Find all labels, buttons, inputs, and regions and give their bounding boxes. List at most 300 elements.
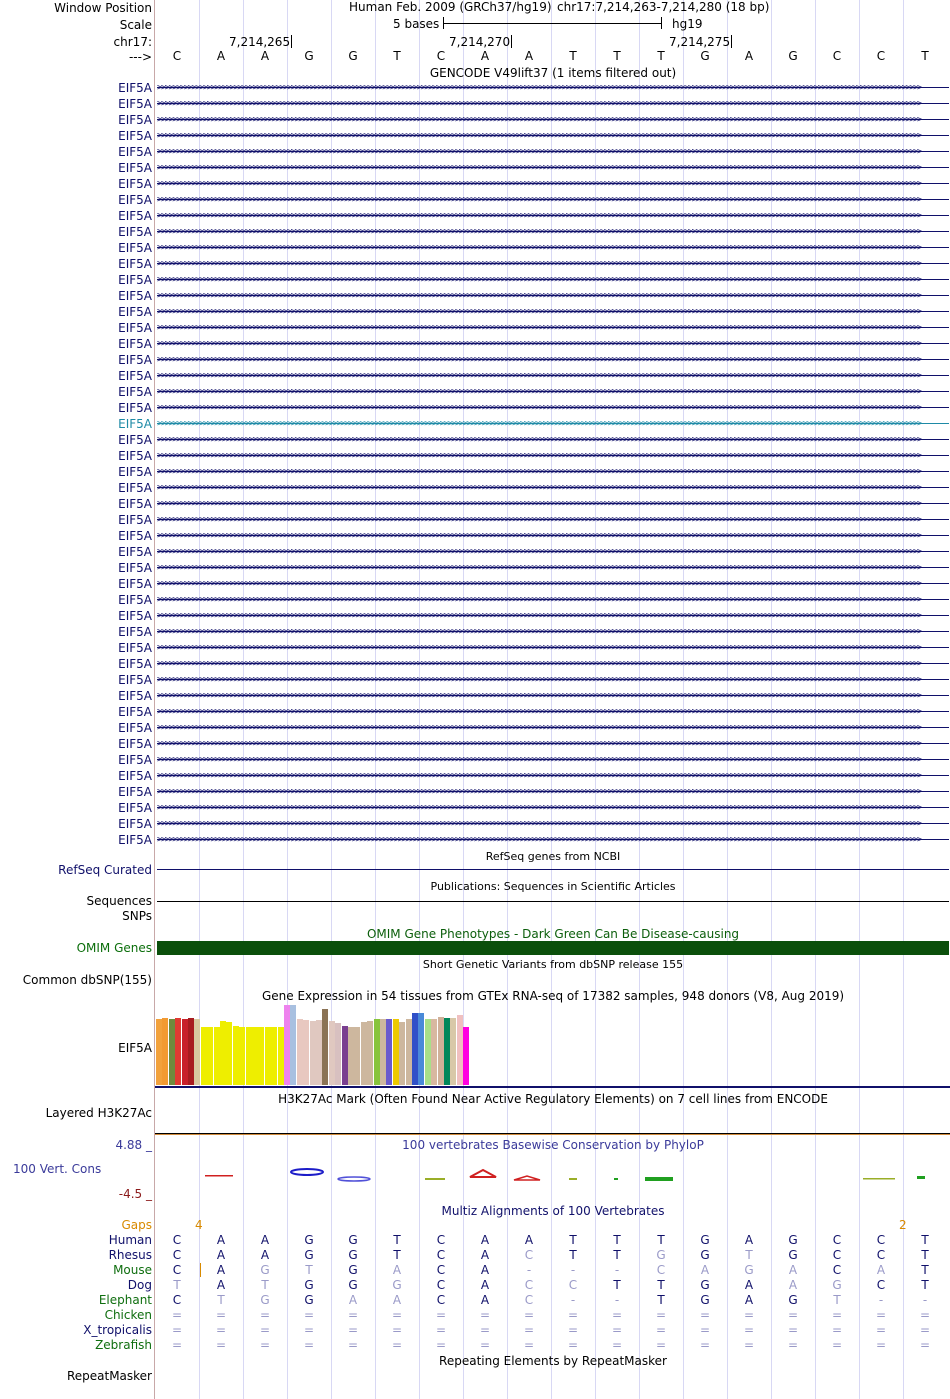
strand-chevrons: >>>>>>>>>>>>>>>>>>>>>>>>>>>>>>>>>>>>>>>>>>>>>>>>>>>>>>>>>>>>>>>>>>>>>>>>>>>>>>>>>>>>>>>>>>>>>>>>>>>>>>>>>>>>>>>>>>>>>>>>>>>>>>>>>>>>>>>>>>>>>>>>>>>>>>>>>>>>>>>>>>>>>>>>>>>>>>>>>>>>>>>>>>>>>>>>>>>>>>>> [157, 323, 921, 333]
gencode-gene-label[interactable]: EIF5A [118, 353, 152, 367]
gtex-tissue-bar[interactable] [425, 1019, 431, 1085]
gencode-transcript[interactable] [157, 193, 949, 207]
gencode-gene-label[interactable]: EIF5A [118, 817, 152, 831]
aligned-base: A [524, 1233, 534, 1247]
gtex-tissue-bar[interactable] [374, 1019, 380, 1085]
gtex-tissue-bar[interactable] [348, 1027, 354, 1085]
gencode-transcript[interactable] [157, 305, 949, 319]
gaps-label[interactable]: Gaps [121, 1218, 152, 1232]
gencode-transcript[interactable] [157, 225, 949, 239]
label-separator [154, 0, 155, 1399]
gtex-tissue-bar[interactable] [380, 1019, 386, 1085]
gencode-transcript[interactable] [157, 385, 949, 399]
base-letter: A [260, 49, 270, 63]
gencode-transcript[interactable] [157, 449, 949, 463]
gtex-tissue-bar[interactable] [156, 1019, 162, 1085]
gencode-transcript[interactable] [157, 433, 949, 447]
gencode-gene-label[interactable]: EIF5A [118, 785, 152, 799]
gtex-tissue-bar[interactable] [290, 1005, 296, 1085]
gencode-transcript[interactable] [157, 705, 949, 719]
gencode-transcript[interactable] [157, 785, 949, 799]
aligned-base: T [613, 1248, 621, 1262]
gtex-tissue-bar[interactable] [367, 1021, 373, 1085]
strand-chevrons: >>>>>>>>>>>>>>>>>>>>>>>>>>>>>>>>>>>>>>>>>>>>>>>>>>>>>>>>>>>>>>>>>>>>>>>>>>>>>>>>>>>>>>>>>>>>>>>>>>>>>>>>>>>>>>>>>>>>>>>>>>>>>>>>>>>>>>>>>>>>>>>>>>>>>>>>>>>>>>>>>>>>>>>>>>>>>>>>>>>>>>>>>>>>>>>>>>>>>>>> [157, 83, 921, 93]
strand-chevrons: >>>>>>>>>>>>>>>>>>>>>>>>>>>>>>>>>>>>>>>>>>>>>>>>>>>>>>>>>>>>>>>>>>>>>>>>>>>>>>>>>>>>>>>>>>>>>>>>>>>>>>>>>>>>>>>>>>>>>>>>>>>>>>>>>>>>>>>>>>>>>>>>>>>>>>>>>>>>>>>>>>>>>>>>>>>>>>>>>>>>>>>>>>>>>>>>>>>>>>>> [157, 227, 921, 237]
strand-chevrons: >>>>>>>>>>>>>>>>>>>>>>>>>>>>>>>>>>>>>>>>>>>>>>>>>>>>>>>>>>>>>>>>>>>>>>>>>>>>>>>>>>>>>>>>>>>>>>>>>>>>>>>>>>>>>>>>>>>>>>>>>>>>>>>>>>>>>>>>>>>>>>>>>>>>>>>>>>>>>>>>>>>>>>>>>>>>>>>>>>>>>>>>>>>>>>>>>>>>>>>> [157, 243, 921, 253]
strand-chevrons: >>>>>>>>>>>>>>>>>>>>>>>>>>>>>>>>>>>>>>>>>>>>>>>>>>>>>>>>>>>>>>>>>>>>>>>>>>>>>>>>>>>>>>>>>>>>>>>>>>>>>>>>>>>>>>>>>>>>>>>>>>>>>>>>>>>>>>>>>>>>>>>>>>>>>>>>>>>>>>>>>>>>>>>>>>>>>>>>>>>>>>>>>>>>>>>>>>>>>>>> [157, 163, 921, 173]
aligned-base: T [921, 1278, 929, 1292]
gtex-tissue-bar[interactable] [201, 1027, 207, 1085]
gtex-tissue-bar[interactable] [444, 1018, 450, 1085]
gencode-gene-label[interactable]: EIF5A [118, 721, 152, 735]
base-letter: G [788, 49, 798, 63]
gencode-gene-label[interactable]: EIF5A [118, 449, 152, 463]
phylop-mark-a2 [470, 1170, 496, 1177]
refseq-track-label[interactable]: RefSeq Curated [58, 863, 152, 877]
aligned-base: C [568, 1278, 578, 1292]
gencode-transcript[interactable] [157, 209, 949, 223]
gtex-tissue-bar[interactable] [169, 1019, 175, 1085]
gencode-gene-label[interactable]: EIF5A [118, 273, 152, 287]
gtex-tissue-bar[interactable] [297, 1019, 303, 1085]
gtex-tissue-bar[interactable] [418, 1013, 424, 1085]
gencode-gene-label[interactable]: EIF5A [118, 113, 152, 127]
gencode-transcript[interactable] [157, 129, 949, 143]
gencode-transcript[interactable] [157, 145, 949, 159]
strand-chevrons: >>>>>>>>>>>>>>>>>>>>>>>>>>>>>>>>>>>>>>>>>>>>>>>>>>>>>>>>>>>>>>>>>>>>>>>>>>>>>>>>>>>>>>>>>>>>>>>>>>>>>>>>>>>>>>>>>>>>>>>>>>>>>>>>>>>>>>>>>>>>>>>>>>>>>>>>>>>>>>>>>>>>>>>>>>>>>>>>>>>>>>>>>>>>>>>>>>>>>>>> [157, 371, 921, 381]
base-letter: C [436, 49, 446, 63]
aligned-base: A [392, 1293, 402, 1307]
strand-chevrons: >>>>>>>>>>>>>>>>>>>>>>>>>>>>>>>>>>>>>>>>>>>>>>>>>>>>>>>>>>>>>>>>>>>>>>>>>>>>>>>>>>>>>>>>>>>>>>>>>>>>>>>>>>>>>>>>>>>>>>>>>>>>>>>>>>>>>>>>>>>>>>>>>>>>>>>>>>>>>>>>>>>>>>>>>>>>>>>>>>>>>>>>>>>>>>>>>>>>>>>> [157, 643, 921, 653]
gencode-gene-label[interactable]: EIF5A [118, 369, 152, 383]
strand-chevrons: >>>>>>>>>>>>>>>>>>>>>>>>>>>>>>>>>>>>>>>>>>>>>>>>>>>>>>>>>>>>>>>>>>>>>>>>>>>>>>>>>>>>>>>>>>>>>>>>>>>>>>>>>>>>>>>>>>>>>>>>>>>>>>>>>>>>>>>>>>>>>>>>>>>>>>>>>>>>>>>>>>>>>>>>>>>>>>>>>>>>>>>>>>>>>>>>>>>>>>>> [157, 355, 921, 365]
gtex-tissue-bar[interactable] [406, 1019, 412, 1085]
aligned-base: T [657, 1233, 665, 1247]
base-letter: A [524, 49, 534, 63]
aligned-base: T [173, 1278, 181, 1292]
strand-chevrons: >>>>>>>>>>>>>>>>>>>>>>>>>>>>>>>>>>>>>>>>>>>>>>>>>>>>>>>>>>>>>>>>>>>>>>>>>>>>>>>>>>>>>>>>>>>>>>>>>>>>>>>>>>>>>>>>>>>>>>>>>>>>>>>>>>>>>>>>>>>>>>>>>>>>>>>>>>>>>>>>>>>>>>>>>>>>>>>>>>>>>>>>>>>>>>>>>>>>>>>> [157, 835, 921, 845]
gencode-transcript[interactable] [157, 401, 949, 415]
gtex-tissue-bar[interactable] [194, 1019, 200, 1085]
aligned-base: T [833, 1293, 841, 1307]
gencode-gene-label[interactable]: EIF5A [118, 145, 152, 159]
gtex-tissue-bar[interactable] [412, 1013, 418, 1085]
gtex-tissue-bar[interactable] [233, 1026, 239, 1085]
gencode-gene-label[interactable]: EIF5A [118, 609, 152, 623]
gtex-tissue-bar[interactable] [438, 1017, 444, 1085]
gtex-tissue-bar[interactable] [220, 1021, 226, 1085]
aligned-base: - [922, 1293, 928, 1307]
phylop-mark-c1 [425, 1178, 445, 1180]
h3k27ac-track-label[interactable]: Layered H3K27Ac [45, 1106, 152, 1120]
gencode-gene-label[interactable]: EIF5A [118, 801, 152, 815]
aligned-base: - [526, 1263, 532, 1277]
aligned-base: A [392, 1263, 402, 1277]
gencode-gene-label[interactable]: EIF5A [118, 417, 152, 431]
base-letter: T [393, 49, 401, 63]
gencode-gene-label[interactable]: EIF5A [118, 177, 152, 191]
aligned-base: A [788, 1278, 798, 1292]
gtex-tissue-bar[interactable] [329, 1021, 335, 1085]
gencode-gene-label[interactable]: EIF5A [118, 289, 152, 303]
aligned-base: G [348, 1278, 358, 1292]
strand-chevrons: >>>>>>>>>>>>>>>>>>>>>>>>>>>>>>>>>>>>>>>>>>>>>>>>>>>>>>>>>>>>>>>>>>>>>>>>>>>>>>>>>>>>>>>>>>>>>>>>>>>>>>>>>>>>>>>>>>>>>>>>>>>>>>>>>>>>>>>>>>>>>>>>>>>>>>>>>>>>>>>>>>>>>>>>>>>>>>>>>>>>>>>>>>>>>>>>>>>>>>>> [157, 131, 921, 141]
gencode-transcript[interactable] [157, 289, 949, 303]
aligned-base: = [611, 1323, 623, 1337]
aligned-base: = [215, 1308, 227, 1322]
gtex-tissue-bar[interactable] [457, 1015, 463, 1085]
gencode-transcript[interactable] [157, 529, 949, 543]
base-letter: G [348, 49, 358, 63]
gencode-gene-label[interactable]: EIF5A [118, 241, 152, 255]
gtex-tissue-bar[interactable] [188, 1018, 194, 1085]
aligned-base: C [172, 1263, 182, 1277]
omim-feature-bar[interactable] [157, 941, 949, 955]
strand-chevrons: >>>>>>>>>>>>>>>>>>>>>>>>>>>>>>>>>>>>>>>>>>>>>>>>>>>>>>>>>>>>>>>>>>>>>>>>>>>>>>>>>>>>>>>>>>>>>>>>>>>>>>>>>>>>>>>>>>>>>>>>>>>>>>>>>>>>>>>>>>>>>>>>>>>>>>>>>>>>>>>>>>>>>>>>>>>>>>>>>>>>>>>>>>>>>>>>>>>>>>>> [157, 627, 921, 637]
aligned-base: = [699, 1323, 711, 1337]
gtex-tissue-bar[interactable] [182, 1019, 188, 1085]
gtex-tissue-bar[interactable] [246, 1027, 252, 1085]
gtex-tissue-bar[interactable] [303, 1020, 309, 1085]
species-label[interactable]: Mouse [113, 1263, 152, 1277]
gtex-tissue-bar[interactable] [284, 1005, 290, 1085]
aligned-base: C [832, 1233, 842, 1247]
aligned-base: = [611, 1308, 623, 1322]
gencode-transcript[interactable] [157, 497, 949, 511]
base-letter: T [921, 49, 929, 63]
gencode-transcript[interactable] [157, 545, 949, 559]
gencode-gene-label[interactable]: EIF5A [118, 737, 152, 751]
aligned-base: T [613, 1233, 621, 1247]
gtex-tissue-bar[interactable] [450, 1018, 456, 1085]
strand-chevrons: >>>>>>>>>>>>>>>>>>>>>>>>>>>>>>>>>>>>>>>>>>>>>>>>>>>>>>>>>>>>>>>>>>>>>>>>>>>>>>>>>>>>>>>>>>>>>>>>>>>>>>>>>>>>>>>>>>>>>>>>>>>>>>>>>>>>>>>>>>>>>>>>>>>>>>>>>>>>>>>>>>>>>>>>>>>>>>>>>>>>>>>>>>>>>>>>>>>>>>>> [157, 259, 921, 269]
gencode-transcript[interactable] [157, 273, 949, 287]
strand-chevrons: >>>>>>>>>>>>>>>>>>>>>>>>>>>>>>>>>>>>>>>>>>>>>>>>>>>>>>>>>>>>>>>>>>>>>>>>>>>>>>>>>>>>>>>>>>>>>>>>>>>>>>>>>>>>>>>>>>>>>>>>>>>>>>>>>>>>>>>>>>>>>>>>>>>>>>>>>>>>>>>>>>>>>>>>>>>>>>>>>>>>>>>>>>>>>>>>>>>>>>>> [157, 291, 921, 301]
aligned-base: = [567, 1308, 579, 1322]
omim-track-label[interactable]: OMIM Genes [76, 941, 152, 955]
gencode-transcript[interactable] [157, 81, 949, 95]
gencode-gene-label[interactable]: EIF5A [118, 433, 152, 447]
aligned-base: = [743, 1323, 755, 1337]
strand-chevrons: >>>>>>>>>>>>>>>>>>>>>>>>>>>>>>>>>>>>>>>>>>>>>>>>>>>>>>>>>>>>>>>>>>>>>>>>>>>>>>>>>>>>>>>>>>>>>>>>>>>>>>>>>>>>>>>>>>>>>>>>>>>>>>>>>>>>>>>>>>>>>>>>>>>>>>>>>>>>>>>>>>>>>>>>>>>>>>>>>>>>>>>>>>>>>>>>>>>>>>>> [157, 611, 921, 621]
aligned-base: G [832, 1278, 842, 1292]
aligned-base: T [393, 1233, 401, 1247]
base-letter: G [700, 49, 710, 63]
gencode-gene-label[interactable]: EIF5A [118, 161, 152, 175]
gencode-gene-label[interactable]: EIF5A [118, 337, 152, 351]
gtex-tissue-bar[interactable] [214, 1027, 220, 1085]
strand-chevrons: >>>>>>>>>>>>>>>>>>>>>>>>>>>>>>>>>>>>>>>>>>>>>>>>>>>>>>>>>>>>>>>>>>>>>>>>>>>>>>>>>>>>>>>>>>>>>>>>>>>>>>>>>>>>>>>>>>>>>>>>>>>>>>>>>>>>>>>>>>>>>>>>>>>>>>>>>>>>>>>>>>>>>>>>>>>>>>>>>>>>>>>>>>>>>>>>>>>>>>>> [157, 787, 921, 797]
aligned-base: A [788, 1263, 798, 1277]
gencode-gene-label[interactable]: EIF5A [118, 481, 152, 495]
gencode-gene-label[interactable]: EIF5A [118, 833, 152, 847]
gencode-transcript[interactable] [157, 753, 949, 767]
gencode-gene-label[interactable]: EIF5A [118, 545, 152, 559]
aligned-base: A [260, 1248, 270, 1262]
aligned-base: A [480, 1293, 490, 1307]
gtex-tissue-bar[interactable] [258, 1027, 264, 1085]
gencode-gene-label[interactable]: EIF5A [118, 81, 152, 95]
gencode-gene-label[interactable]: EIF5A [118, 529, 152, 543]
aligned-base: = [523, 1308, 535, 1322]
species-label[interactable]: Dog [127, 1278, 152, 1292]
gencode-gene-label[interactable]: EIF5A [118, 641, 152, 655]
aligned-base: = [875, 1323, 887, 1337]
gtex-tissue-bar[interactable] [322, 1009, 328, 1085]
aligned-base: A [216, 1248, 226, 1262]
gtex-tissue-bar[interactable] [393, 1019, 399, 1085]
aligned-base: A [480, 1278, 490, 1292]
strand-chevrons: >>>>>>>>>>>>>>>>>>>>>>>>>>>>>>>>>>>>>>>>>>>>>>>>>>>>>>>>>>>>>>>>>>>>>>>>>>>>>>>>>>>>>>>>>>>>>>>>>>>>>>>>>>>>>>>>>>>>>>>>>>>>>>>>>>>>>>>>>>>>>>>>>>>>>>>>>>>>>>>>>>>>>>>>>>>>>>>>>>>>>>>>>>>>>>>>>>>>>>>> [157, 483, 921, 493]
gtex-tissue-bar[interactable] [239, 1027, 245, 1085]
gencode-gene-label[interactable]: EIF5A [118, 129, 152, 143]
strand-chevrons: >>>>>>>>>>>>>>>>>>>>>>>>>>>>>>>>>>>>>>>>>>>>>>>>>>>>>>>>>>>>>>>>>>>>>>>>>>>>>>>>>>>>>>>>>>>>>>>>>>>>>>>>>>>>>>>>>>>>>>>>>>>>>>>>>>>>>>>>>>>>>>>>>>>>>>>>>>>>>>>>>>>>>>>>>>>>>>>>>>>>>>>>>>>>>>>>>>>>>>>> [157, 419, 921, 429]
gencode-transcript[interactable] [157, 801, 949, 815]
gencode-gene-label[interactable]: EIF5A [118, 257, 152, 271]
species-label[interactable]: Rhesus [108, 1248, 152, 1262]
gencode-gene-label[interactable]: EIF5A [118, 225, 152, 239]
phylop-mark-a3 [514, 1176, 540, 1180]
strand-chevrons: >>>>>>>>>>>>>>>>>>>>>>>>>>>>>>>>>>>>>>>>>>>>>>>>>>>>>>>>>>>>>>>>>>>>>>>>>>>>>>>>>>>>>>>>>>>>>>>>>>>>>>>>>>>>>>>>>>>>>>>>>>>>>>>>>>>>>>>>>>>>>>>>>>>>>>>>>>>>>>>>>>>>>>>>>>>>>>>>>>>>>>>>>>>>>>>>>>>>>>>> [157, 499, 921, 509]
strand-chevrons: >>>>>>>>>>>>>>>>>>>>>>>>>>>>>>>>>>>>>>>>>>>>>>>>>>>>>>>>>>>>>>>>>>>>>>>>>>>>>>>>>>>>>>>>>>>>>>>>>>>>>>>>>>>>>>>>>>>>>>>>>>>>>>>>>>>>>>>>>>>>>>>>>>>>>>>>>>>>>>>>>>>>>>>>>>>>>>>>>>>>>>>>>>>>>>>>>>>>>>>> [157, 339, 921, 349]
strand-chevrons: >>>>>>>>>>>>>>>>>>>>>>>>>>>>>>>>>>>>>>>>>>>>>>>>>>>>>>>>>>>>>>>>>>>>>>>>>>>>>>>>>>>>>>>>>>>>>>>>>>>>>>>>>>>>>>>>>>>>>>>>>>>>>>>>>>>>>>>>>>>>>>>>>>>>>>>>>>>>>>>>>>>>>>>>>>>>>>>>>>>>>>>>>>>>>>>>>>>>>>>> [157, 211, 921, 221]
aligned-base: C [832, 1248, 842, 1262]
gtex-tissue-bar[interactable] [335, 1023, 341, 1085]
species-label[interactable]: Zebrafish [95, 1338, 152, 1352]
mouse-gap-marker [200, 1263, 201, 1277]
gencode-transcript[interactable] [157, 465, 949, 479]
gencode-transcript[interactable] [157, 257, 949, 271]
strand-chevrons: >>>>>>>>>>>>>>>>>>>>>>>>>>>>>>>>>>>>>>>>>>>>>>>>>>>>>>>>>>>>>>>>>>>>>>>>>>>>>>>>>>>>>>>>>>>>>>>>>>>>>>>>>>>>>>>>>>>>>>>>>>>>>>>>>>>>>>>>>>>>>>>>>>>>>>>>>>>>>>>>>>>>>>>>>>>>>>>>>>>>>>>>>>>>>>>>>>>>>>>> [157, 819, 921, 829]
gencode-gene-label[interactable]: EIF5A [118, 705, 152, 719]
gtex-tissue-bar[interactable] [431, 1019, 437, 1085]
gtex-tissue-bar[interactable] [316, 1020, 322, 1085]
gap-count: 2 [899, 1218, 907, 1232]
strand-chevrons: >>>>>>>>>>>>>>>>>>>>>>>>>>>>>>>>>>>>>>>>>>>>>>>>>>>>>>>>>>>>>>>>>>>>>>>>>>>>>>>>>>>>>>>>>>>>>>>>>>>>>>>>>>>>>>>>>>>>>>>>>>>>>>>>>>>>>>>>>>>>>>>>>>>>>>>>>>>>>>>>>>>>>>>>>>>>>>>>>>>>>>>>>>>>>>>>>>>>>>>> [157, 275, 921, 285]
gencode-gene-label[interactable]: EIF5A [118, 497, 152, 511]
repeatmasker-track-label[interactable]: RepeatMasker [66, 1369, 152, 1383]
gtex-tissue-bar[interactable] [252, 1027, 258, 1085]
gencode-gene-label[interactable]: EIF5A [118, 305, 152, 319]
gtex-tissue-bar[interactable] [175, 1018, 181, 1085]
aligned-base: = [435, 1323, 447, 1337]
gtex-tissue-bar[interactable] [226, 1022, 232, 1085]
aligned-base: G [700, 1248, 710, 1262]
gencode-gene-label[interactable]: EIF5A [118, 657, 152, 671]
strand-chevrons: >>>>>>>>>>>>>>>>>>>>>>>>>>>>>>>>>>>>>>>>>>>>>>>>>>>>>>>>>>>>>>>>>>>>>>>>>>>>>>>>>>>>>>>>>>>>>>>>>>>>>>>>>>>>>>>>>>>>>>>>>>>>>>>>>>>>>>>>>>>>>>>>>>>>>>>>>>>>>>>>>>>>>>>>>>>>>>>>>>>>>>>>>>>>>>>>>>>>>>>> [157, 115, 921, 125]
aligned-base: A [348, 1293, 358, 1307]
base-letter: T [657, 49, 665, 63]
gencode-gene-label[interactable]: EIF5A [118, 577, 152, 591]
aligned-base: C [876, 1278, 886, 1292]
aligned-base: = [699, 1338, 711, 1352]
gencode-transcript[interactable] [157, 657, 949, 671]
strand-chevrons: >>>>>>>>>>>>>>>>>>>>>>>>>>>>>>>>>>>>>>>>>>>>>>>>>>>>>>>>>>>>>>>>>>>>>>>>>>>>>>>>>>>>>>>>>>>>>>>>>>>>>>>>>>>>>>>>>>>>>>>>>>>>>>>>>>>>>>>>>>>>>>>>>>>>>>>>>>>>>>>>>>>>>>>>>>>>>>>>>>>>>>>>>>>>>>>>>>>>>>>> [157, 723, 921, 733]
chrom-label[interactable]: chr17: [113, 35, 152, 49]
gencode-transcript[interactable] [157, 609, 949, 623]
gencode-transcript[interactable] [157, 241, 949, 255]
aligned-base: = [215, 1338, 227, 1352]
aligned-base: = [611, 1338, 623, 1352]
aligned-base: - [570, 1293, 576, 1307]
aligned-base: = [435, 1338, 447, 1352]
gencode-transcript[interactable] [157, 689, 949, 703]
dbsnp-track-label[interactable]: Common dbSNP(155) [22, 973, 152, 987]
gtex-tissue-bar[interactable] [361, 1022, 367, 1085]
aligned-base: = [171, 1323, 183, 1337]
species-label[interactable]: X_tropicalis [83, 1323, 152, 1337]
gencode-gene-label[interactable]: EIF5A [118, 769, 152, 783]
base-letter: C [876, 49, 886, 63]
gtex-tissue-bar[interactable] [271, 1027, 277, 1085]
aligned-base: A [216, 1278, 226, 1292]
aligned-base: = [743, 1308, 755, 1322]
species-label[interactable]: Chicken [104, 1308, 152, 1322]
gencode-transcript[interactable] [157, 97, 949, 111]
strand-chevrons: >>>>>>>>>>>>>>>>>>>>>>>>>>>>>>>>>>>>>>>>>>>>>>>>>>>>>>>>>>>>>>>>>>>>>>>>>>>>>>>>>>>>>>>>>>>>>>>>>>>>>>>>>>>>>>>>>>>>>>>>>>>>>>>>>>>>>>>>>>>>>>>>>>>>>>>>>>>>>>>>>>>>>>>>>>>>>>>>>>>>>>>>>>>>>>>>>>>>>>>> [157, 579, 921, 589]
gencode-transcript[interactable] [157, 817, 949, 831]
aligned-base: - [614, 1293, 620, 1307]
gtex-tissue-bar[interactable] [310, 1021, 316, 1085]
phylop-mark-a1 [205, 1175, 233, 1177]
gencode-gene-label[interactable]: EIF5A [118, 193, 152, 207]
publications-label[interactable]: Sequences [86, 894, 152, 908]
phylop-track-label[interactable]: 100 Vert. Cons [13, 1162, 102, 1176]
aligned-base: = [479, 1308, 491, 1322]
aligned-base: G [304, 1293, 314, 1307]
species-label[interactable]: Elephant [98, 1293, 152, 1307]
gencode-gene-label[interactable]: EIF5A [118, 689, 152, 703]
gencode-gene-label[interactable]: EIF5A [118, 625, 152, 639]
aligned-base: = [787, 1323, 799, 1337]
aligned-base: A [216, 1233, 226, 1247]
aligned-base: G [260, 1293, 270, 1307]
base-letter: G [304, 49, 314, 63]
gencode-transcript[interactable] [157, 369, 949, 383]
gtex-tissue-bar[interactable] [162, 1018, 168, 1085]
gencode-transcript[interactable] [157, 625, 949, 639]
strand-chevrons: >>>>>>>>>>>>>>>>>>>>>>>>>>>>>>>>>>>>>>>>>>>>>>>>>>>>>>>>>>>>>>>>>>>>>>>>>>>>>>>>>>>>>>>>>>>>>>>>>>>>>>>>>>>>>>>>>>>>>>>>>>>>>>>>>>>>>>>>>>>>>>>>>>>>>>>>>>>>>>>>>>>>>>>>>>>>>>>>>>>>>>>>>>>>>>>>>>>>>>>> [157, 755, 921, 765]
gtex-tissue-bar[interactable] [278, 1027, 284, 1085]
gencode-transcript[interactable] [157, 593, 949, 607]
gencode-transcript[interactable] [157, 673, 949, 687]
aligned-base: A [216, 1263, 226, 1277]
omim-track-title: OMIM Gene Phenotypes - Dark Green Can Be Disease-causing [366, 927, 740, 941]
aligned-base: C [524, 1293, 534, 1307]
aligned-base: T [569, 1248, 577, 1262]
gtex-tissue-bar[interactable] [265, 1027, 271, 1085]
gencode-gene-label[interactable]: EIF5A [118, 513, 152, 527]
gtex-tissue-bar[interactable] [207, 1027, 213, 1085]
gencode-gene-label[interactable]: EIF5A [118, 209, 152, 223]
repeatmasker-track-title: Repeating Elements by RepeatMasker [439, 1354, 667, 1368]
aligned-base: = [171, 1308, 183, 1322]
phylop-mark-g1 [291, 1169, 323, 1175]
gtex-track-label[interactable]: EIF5A [118, 1041, 152, 1055]
window-position-label: Window Position [54, 1, 152, 15]
gap-count: 4 [195, 1218, 203, 1232]
gencode-transcript[interactable] [157, 577, 949, 591]
aligned-base: = [787, 1308, 799, 1322]
aligned-base: = [875, 1308, 887, 1322]
aligned-base: C [436, 1293, 446, 1307]
gencode-transcript[interactable] [157, 737, 949, 751]
aligned-base: G [656, 1248, 666, 1262]
aligned-base: = [875, 1338, 887, 1352]
base-letter: C [832, 49, 842, 63]
aligned-base: G [700, 1278, 710, 1292]
aligned-base: = [259, 1308, 271, 1322]
gencode-gene-label[interactable]: EIF5A [118, 97, 152, 111]
publications-line[interactable] [157, 901, 949, 902]
aligned-base: = [919, 1338, 931, 1352]
gencode-transcript[interactable] [157, 161, 949, 175]
aligned-base: = [347, 1308, 359, 1322]
gencode-gene-label[interactable]: EIF5A [118, 593, 152, 607]
gtex-tissue-bar[interactable] [399, 1022, 405, 1085]
gencode-transcript[interactable] [157, 353, 949, 367]
gencode-transcript[interactable] [157, 321, 949, 335]
gencode-gene-label[interactable]: EIF5A [118, 561, 152, 575]
gencode-gene-label[interactable]: EIF5A [118, 321, 152, 335]
species-label[interactable]: Human [108, 1233, 152, 1247]
aligned-base: A [700, 1263, 710, 1277]
aligned-base: T [657, 1278, 665, 1292]
gencode-gene-label[interactable]: EIF5A [118, 401, 152, 415]
gencode-gene-label[interactable]: EIF5A [118, 753, 152, 767]
scale-label[interactable]: Scale [119, 18, 152, 32]
snps-label[interactable]: SNPs [122, 909, 152, 923]
strand-chevrons: >>>>>>>>>>>>>>>>>>>>>>>>>>>>>>>>>>>>>>>>>>>>>>>>>>>>>>>>>>>>>>>>>>>>>>>>>>>>>>>>>>>>>>>>>>>>>>>>>>>>>>>>>>>>>>>>>>>>>>>>>>>>>>>>>>>>>>>>>>>>>>>>>>>>>>>>>>>>>>>>>>>>>>>>>>>>>>>>>>>>>>>>>>>>>>>>>>>>>>>> [157, 435, 921, 445]
gtex-tissue-bar[interactable] [463, 1027, 469, 1085]
strand-chevrons: >>>>>>>>>>>>>>>>>>>>>>>>>>>>>>>>>>>>>>>>>>>>>>>>>>>>>>>>>>>>>>>>>>>>>>>>>>>>>>>>>>>>>>>>>>>>>>>>>>>>>>>>>>>>>>>>>>>>>>>>>>>>>>>>>>>>>>>>>>>>>>>>>>>>>>>>>>>>>>>>>>>>>>>>>>>>>>>>>>>>>>>>>>>>>>>>>>>>>>>> [157, 147, 921, 157]
gtex-bar-chart[interactable] [155, 1005, 555, 1085]
gencode-gene-label[interactable]: EIF5A [118, 385, 152, 399]
gtex-tissue-bar[interactable] [342, 1026, 348, 1085]
aligned-base: C [656, 1263, 666, 1277]
gencode-transcript[interactable] [157, 177, 949, 191]
aligned-base: = [919, 1308, 931, 1322]
gencode-transcript[interactable] [157, 113, 949, 127]
gencode-transcript[interactable] [157, 721, 949, 735]
aligned-base: C [832, 1263, 842, 1277]
dbsnp-track-title: Short Genetic Variants from dbSNP release 155 [422, 958, 684, 971]
gencode-transcript[interactable] [157, 513, 949, 527]
strand-chevrons: >>>>>>>>>>>>>>>>>>>>>>>>>>>>>>>>>>>>>>>>>>>>>>>>>>>>>>>>>>>>>>>>>>>>>>>>>>>>>>>>>>>>>>>>>>>>>>>>>>>>>>>>>>>>>>>>>>>>>>>>>>>>>>>>>>>>>>>>>>>>>>>>>>>>>>>>>>>>>>>>>>>>>>>>>>>>>>>>>>>>>>>>>>>>>>>>>>>>>>>> [157, 771, 921, 781]
strand-label[interactable]: ---> [128, 50, 152, 64]
aligned-base: = [831, 1338, 843, 1352]
aligned-base: = [479, 1323, 491, 1337]
gencode-gene-label[interactable]: EIF5A [118, 673, 152, 687]
gencode-transcript[interactable] [157, 337, 949, 351]
gencode-transcript[interactable] [157, 833, 949, 847]
phylop-max-label: 4.88 _ [115, 1138, 152, 1152]
phylop-glyphs[interactable] [157, 1160, 949, 1190]
gtex-tissue-bar[interactable] [354, 1027, 360, 1085]
gencode-gene-label[interactable]: EIF5A [118, 465, 152, 479]
phylop-mark-t2 [614, 1178, 618, 1180]
gencode-transcript[interactable] [157, 417, 949, 431]
aligned-base: A [744, 1278, 754, 1292]
gencode-transcript[interactable] [157, 769, 949, 783]
refseq-line[interactable] [157, 869, 949, 870]
strand-chevrons: >>>>>>>>>>>>>>>>>>>>>>>>>>>>>>>>>>>>>>>>>>>>>>>>>>>>>>>>>>>>>>>>>>>>>>>>>>>>>>>>>>>>>>>>>>>>>>>>>>>>>>>>>>>>>>>>>>>>>>>>>>>>>>>>>>>>>>>>>>>>>>>>>>>>>>>>>>>>>>>>>>>>>>>>>>>>>>>>>>>>>>>>>>>>>>>>>>>>>>>> [157, 675, 921, 685]
gencode-transcript[interactable] [157, 561, 949, 575]
gencode-transcript[interactable] [157, 641, 949, 655]
gtex-tissue-bar[interactable] [386, 1019, 392, 1085]
gencode-transcript[interactable] [157, 481, 949, 495]
strand-chevrons: >>>>>>>>>>>>>>>>>>>>>>>>>>>>>>>>>>>>>>>>>>>>>>>>>>>>>>>>>>>>>>>>>>>>>>>>>>>>>>>>>>>>>>>>>>>>>>>>>>>>>>>>>>>>>>>>>>>>>>>>>>>>>>>>>>>>>>>>>>>>>>>>>>>>>>>>>>>>>>>>>>>>>>>>>>>>>>>>>>>>>>>>>>>>>>>>>>>>>>>> [157, 515, 921, 525]
